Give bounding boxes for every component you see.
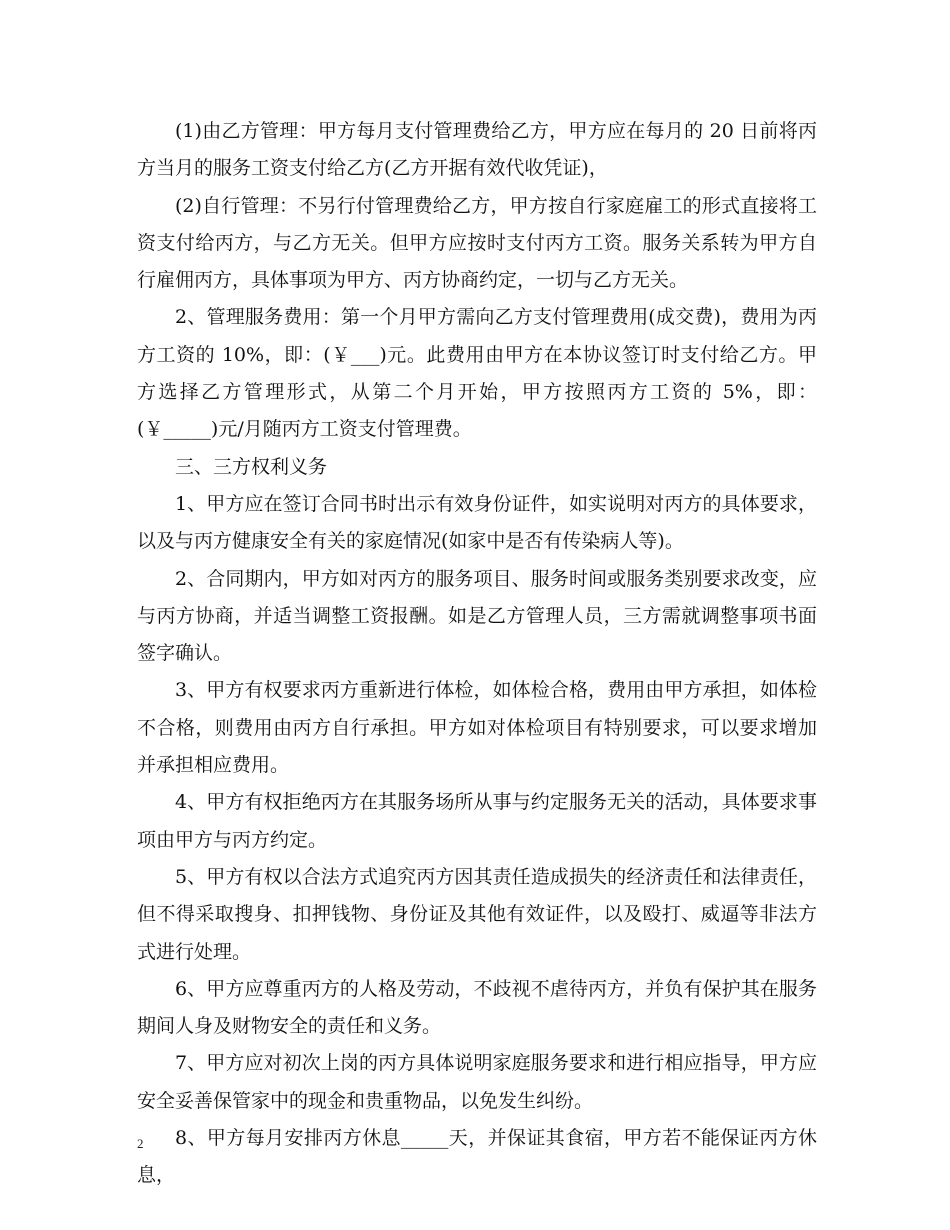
paragraph-clause-2: 2、合同期内，甲方如对丙方的服务项目、服务时间或服务类别要求改变，应与丙方协商，并适当调整工资报酬。如是乙方管理人员，三方需就调整事项书面签字确认。: [137, 567, 817, 665]
paragraph-clause-6: 6、甲方应尊重丙方的人格及劳动，不歧视不虐待丙方，并负有保护其在服务期间人身及财物安全的责任和义务。: [137, 977, 817, 1038]
paragraph-clause-1: 1、甲方应在签订合同书时出示有效身份证件，如实说明对丙方的具体要求，以及与丙方健康安全有关的家庭情况(如家中是否有传染病人等)。: [137, 492, 817, 553]
paragraph-clause-7: 7、甲方应对初次上岗的丙方具体说明家庭服务要求和进行相应指导，甲方应安全妥善保管家中的现金和贵重物品，以免发生纠纷。: [137, 1052, 817, 1112]
paragraph-management-by-party-b: (1)由乙方管理：甲方每月支付管理费给乙方，甲方应在每月的 20 日前将丙方当月的服务工资支付给乙方(乙方开据有效代收凭证)，: [137, 120, 817, 180]
document-body: [137, 113, 817, 1195]
paragraph-self-management: (2)自行管理：不另行付管理费给乙方，甲方按自行家庭雇工的形式直接将工资支付给丙方，与乙方无关。但甲方应按时支付丙方工资。服务关系转为甲方自行雇佣丙方，具体事项为甲方、丙方协商约定，一切与乙方无关。: [137, 194, 817, 292]
page-number: 2: [137, 1136, 144, 1151]
paragraph-clause-3: 3、甲方有权要求丙方重新进行体检，如体检合格，费用由甲方承担，如体检不合格，则费用由丙方自行承担。甲方如对体检项目有特别要求，可以要求增加并承担相应费用。: [137, 679, 817, 777]
paragraph-clause-4: 4、甲方有权拒绝丙方在其服务场所从事与约定服务无关的活动，具体要求事项由甲方与丙方约定。: [137, 791, 817, 851]
paragraph-clause-5: 5、甲方有权以合法方式追究丙方因其责任造成损失的经济责任和法律责任，但不得采取搜身、扣押钱物、身份证及其他有效证件，以及殴打、威逼等非法方式进行处理。: [137, 865, 817, 963]
paragraph-clause-8: 8、甲方每月安排丙方休息_____天，并保证其食宿，甲方若不能保证丙方休息，: [137, 1127, 817, 1187]
section-heading-rights-obligations: 三、三方权利义务: [175, 455, 328, 478]
paragraph-management-fee: 2、管理服务费用：第一个月甲方需向乙方支付管理费用(成交费)，费用为丙方工资的 10%，即：(￥___)元。此费用由甲方在本协议签订时支付给乙方。甲方选择乙方管理形式，从第二个月开始，甲方按照丙方工资的 5%，即：(￥_____)元/月随丙方工资支付管理费。: [137, 306, 817, 441]
